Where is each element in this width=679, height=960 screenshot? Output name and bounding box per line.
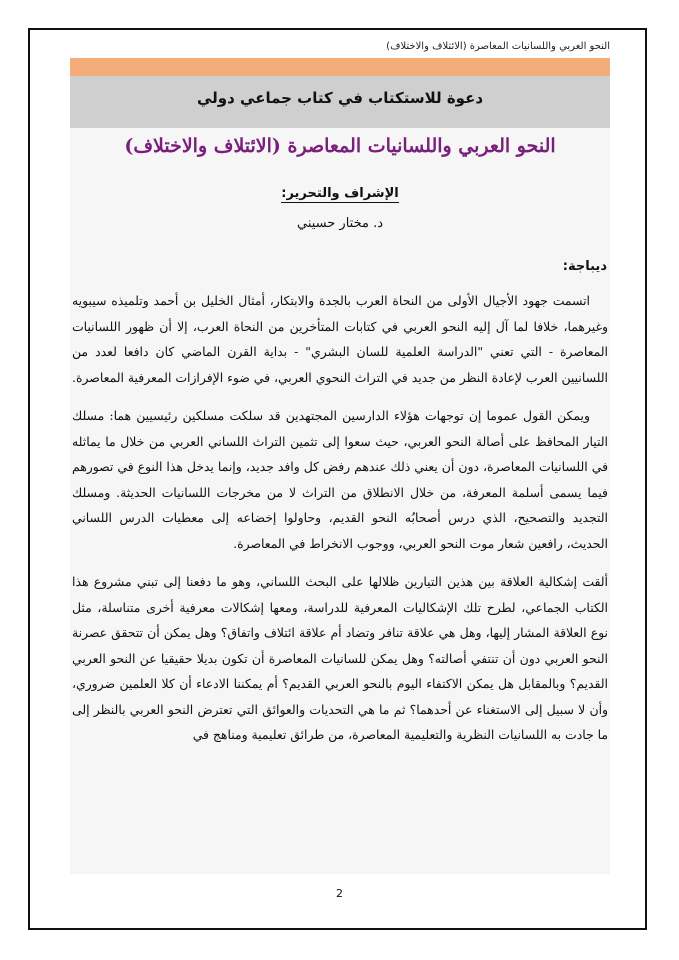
paragraph: ألقت إشكالية العلاقة بين هذين التيارين ظلالها على البحث اللساني، وهو ما دفعنا إلى تبني مشروع هذا الكتاب الجماعي، لطرح تلك الإشكاليات المعرفية للدراسة، ومعها إشكالات معرفية أخرى متناسلة، مثل نوع العلاقة المشار إليها، وهل هي علاقة تنافر وتضاد أم علاقة ائتلاف واتفاق؟ وهل يمكن أن تتحقق عصرنة النحو العربي دون أن تنتفي أصالته؟ وهل يمكن للسانيات المعاصرة أن تكون بديلا حقيقيا عن النحو العربي القديم؟ وبالمقابل هل يمكن الاكتفاء اليوم بالنحو العربي القديم؟ أم يمكننا الادعاء أن كلا العلمين ضروري، وأن لا سبيل إلى الاستغناء عن أحدهما؟ ثم ما هي التحديات والعوائق التي تعترض النحو العربي بالنظر إلى ما جادت به اللسانيات النظرية والتعليمية المعاصرة، من طرائق تعليمية ومناهج في — [72, 574, 608, 742]
page-number: 2 — [336, 887, 343, 900]
editorial-label-text: الإشراف والتحرير: — [281, 186, 399, 201]
running-header: النحو العربي واللسانيات المعاصرة (الائتلاف والاختلاف) — [386, 41, 610, 52]
editorial-label — [70, 183, 610, 205]
book-title: النحو العربي واللسانيات المعاصرة (الائتلاف والاختلاف) — [124, 135, 556, 157]
editor-name: د. مختار حسيني — [296, 216, 384, 231]
preface-body — [72, 288, 608, 761]
preface-heading: ديباجة: — [562, 259, 607, 274]
header-accent-bar — [70, 58, 610, 76]
paragraph: اتسمت جهود الأجيال الأولى من النحاة العرب بالجدة والابتكار، أمثال الخليل بن أحمد وتلميذه سيبويه وغيرهما، خلافا لما آل إليه النحو العربي في كتابات المتأخرين من النحاة العرب، إلا أن ظهور اللسانيات المعاصرة - التي تعني "الدراسة العلمية للسان البشري" - بداية القرن الماضي كان دافعا لعدد من اللسانيين العرب لإعادة النظر من جديد في التراث النحوي العربي، في ضوء الإفرازات المعرفية المعاصرة. — [72, 293, 608, 385]
paragraph: ويمكن القول عموما إن توجهات هؤلاء الدارسين المجتهدين قد سلكت مسلكين رئيسيين هما: مسلك التيار المحافظ على أصالة النحو العربي، حيث سعوا إلى تثمين التراث اللساني العربي من خلال ما يماثله في اللسانيات المعاصرة، دون أن يعني ذلك عندهم رفض كل وافد جديد، وإنما يدخل هذا النوع في تصورهم فيما يسمى أسلمة المعرفة، من خلال الانطلاق من التراث لا من مخرجات اللسانيات الحديثة. ومسلك التجديد والتصحيح، الذي درس أصحابُه النحو القديم، وحاولوا إخضاعه إلى معطيات الدرس اللساني الحديث، رافعين شعار موت النحو العربي، ووجوب الانخراط في المعاصرة. — [72, 408, 608, 551]
call-title: دعوة للاستكتاب في كتاب جماعي دولي — [196, 89, 484, 107]
